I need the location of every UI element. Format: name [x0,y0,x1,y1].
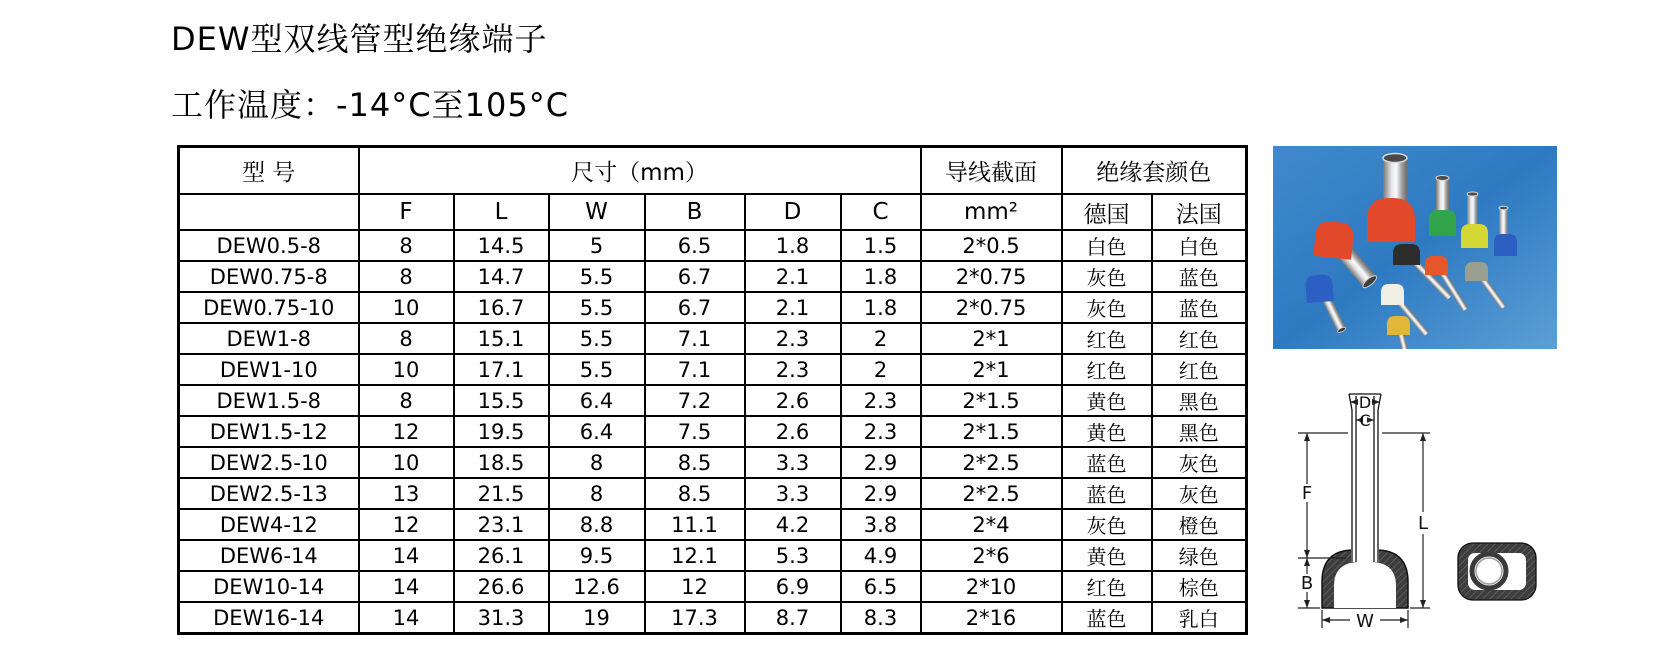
table-row [179,540,1247,571]
b-cell: 6.7 [645,261,745,292]
mm2-cell: 2*0.5 [921,230,1062,261]
d-cell: 8.7 [745,602,841,634]
germany-cell: 黄色 [1062,385,1152,416]
b-cell: 6.5 [645,230,745,261]
germany-cell: 红色 [1062,323,1152,354]
b-cell: 7.1 [645,323,745,354]
l-cell: 16.7 [454,292,549,323]
germany-cell: 黄色 [1062,416,1152,447]
model-cell: DEW10-14 [179,571,359,602]
w-cell: 8.8 [549,509,645,540]
germany-cell: 蓝色 [1062,478,1152,509]
d-cell: 2.1 [745,292,841,323]
c-cell: 1.8 [841,261,921,292]
subheader-germany: 德国 [1062,194,1152,230]
d-cell: 3.3 [745,447,841,478]
b-cell: 8.5 [645,478,745,509]
model-cell: DEW1.5-8 [179,385,359,416]
d-cell: 2.1 [745,261,841,292]
b-cell: 6.7 [645,292,745,323]
mm2-cell: 2*10 [921,571,1062,602]
w-cell: 5 [549,230,645,261]
subheader-france: 法国 [1152,194,1247,230]
table-row [179,292,1247,323]
f-cell: 14 [359,571,454,602]
c-cell: 2 [841,354,921,385]
france-cell: 乳白 [1152,602,1247,634]
c-cell: 2.9 [841,478,921,509]
product-photo [1273,146,1557,349]
table-row [179,478,1247,509]
france-cell: 灰色 [1152,447,1247,478]
d-cell: 1.8 [745,230,841,261]
f-cell: 14 [359,540,454,571]
mm2-cell: 2*4 [921,509,1062,540]
d-cell: 6.9 [745,571,841,602]
d-cell: 2.6 [745,416,841,447]
c-cell: 6.5 [841,571,921,602]
model-cell: DEW16-14 [179,602,359,634]
w-cell: 6.4 [549,385,645,416]
france-cell: 黑色 [1152,385,1247,416]
w-cell: 9.5 [549,540,645,571]
france-cell: 白色 [1152,230,1247,261]
table-row [179,261,1247,292]
w-cell: 8 [549,478,645,509]
b-cell: 8.5 [645,447,745,478]
d-cell: 2.6 [745,385,841,416]
germany-cell: 灰色 [1062,509,1152,540]
page-title: DEW型双线管型绝缘端子 [171,20,548,58]
c-cell: 2.3 [841,385,921,416]
f-cell: 12 [359,509,454,540]
b-cell: 7.2 [645,385,745,416]
dim-label-l: L [1417,513,1429,534]
c-cell: 1.8 [841,292,921,323]
f-cell: 8 [359,385,454,416]
d-cell: 2.3 [745,323,841,354]
header-model: 型 号 [179,147,359,195]
mm2-cell: 2*1.5 [921,385,1062,416]
b-cell: 12.1 [645,540,745,571]
l-cell: 17.1 [454,354,549,385]
germany-cell: 红色 [1062,571,1152,602]
table-row [179,571,1247,602]
wire-hole-icon [1472,554,1506,588]
france-cell: 红色 [1152,323,1247,354]
model-cell: DEW1.5-12 [179,416,359,447]
cross-section-view [1458,543,1536,600]
dim-label-f: F [1301,483,1313,504]
header-dimensions: 尺寸（mm） [359,147,921,195]
w-cell: 5.5 [549,323,645,354]
model-cell: DEW0.5-8 [179,230,359,261]
germany-cell: 灰色 [1062,261,1152,292]
subheader-d: D [745,194,841,230]
f-cell: 10 [359,447,454,478]
mm2-cell: 2*2.5 [921,478,1062,509]
dimension-diagram [1290,388,1570,640]
w-cell: 5.5 [549,261,645,292]
l-cell: 31.3 [454,602,549,634]
table-row [179,323,1247,354]
f-cell: 10 [359,292,454,323]
w-cell: 12.6 [549,571,645,602]
dim-label-b: B [1300,573,1314,594]
l-cell: 19.5 [454,416,549,447]
mm2-cell: 2*6 [921,540,1062,571]
france-cell: 橙色 [1152,509,1247,540]
table-row [179,354,1247,385]
w-cell: 8 [549,447,645,478]
c-cell: 8.3 [841,602,921,634]
subheader-l: L [454,194,549,230]
subheader-b: B [645,194,745,230]
germany-cell: 红色 [1062,354,1152,385]
table-row [179,385,1247,416]
w-cell: 19 [549,602,645,634]
d-cell: 4.2 [745,509,841,540]
spec-table [177,145,1248,635]
dim-label-w: W [1356,611,1374,632]
subheader-model-empty [179,194,359,230]
table-sub-header-row [179,194,1247,230]
l-cell: 15.1 [454,323,549,354]
c-cell: 2.3 [841,416,921,447]
f-cell: 8 [359,230,454,261]
dim-label-d: D [1358,393,1372,412]
mm2-cell: 2*1 [921,354,1062,385]
table-row [179,416,1247,447]
c-cell: 2 [841,323,921,354]
spec-table-body [179,230,1247,634]
w-cell: 5.5 [549,354,645,385]
mm2-cell: 2*1 [921,323,1062,354]
b-cell: 12 [645,571,745,602]
table-row [179,602,1247,634]
c-cell: 4.9 [841,540,921,571]
mm2-cell: 2*0.75 [921,292,1062,323]
f-cell: 10 [359,354,454,385]
model-cell: DEW0.75-10 [179,292,359,323]
l-cell: 26.6 [454,571,549,602]
f-cell: 8 [359,261,454,292]
d-cell: 3.3 [745,478,841,509]
mm2-cell: 2*16 [921,602,1062,634]
product-photo-image [1273,146,1557,349]
c-cell: 2.9 [841,447,921,478]
c-cell: 1.5 [841,230,921,261]
model-cell: DEW0.75-8 [179,261,359,292]
model-cell: DEW1-8 [179,323,359,354]
l-cell: 18.5 [454,447,549,478]
subheader-f: F [359,194,454,230]
france-cell: 蓝色 [1152,292,1247,323]
germany-cell: 灰色 [1062,292,1152,323]
f-cell: 13 [359,478,454,509]
table-row [179,509,1247,540]
germany-cell: 白色 [1062,230,1152,261]
table-row [179,447,1247,478]
model-cell: DEW4-12 [179,509,359,540]
f-cell: 8 [359,323,454,354]
france-cell: 灰色 [1152,478,1247,509]
subheader-c: C [841,194,921,230]
mm2-cell: 2*2.5 [921,447,1062,478]
f-cell: 14 [359,602,454,634]
c-cell: 3.8 [841,509,921,540]
france-cell: 黑色 [1152,416,1247,447]
w-cell: 5.5 [549,292,645,323]
germany-cell: 蓝色 [1062,602,1152,634]
b-cell: 11.1 [645,509,745,540]
model-cell: DEW1-10 [179,354,359,385]
l-cell: 14.5 [454,230,549,261]
model-cell: DEW2.5-13 [179,478,359,509]
mm2-cell: 2*1.5 [921,416,1062,447]
germany-cell: 蓝色 [1062,447,1152,478]
subheader-mm2: mm² [921,194,1062,230]
france-cell: 棕色 [1152,571,1247,602]
dimension-diagram-image [1290,388,1570,640]
w-cell: 6.4 [549,416,645,447]
b-cell: 7.5 [645,416,745,447]
subheader-w: W [549,194,645,230]
model-cell: DEW2.5-10 [179,447,359,478]
l-cell: 15.5 [454,385,549,416]
f-cell: 12 [359,416,454,447]
d-cell: 2.3 [745,354,841,385]
l-cell: 14.7 [454,261,549,292]
table-group-header-row [179,147,1247,195]
france-cell: 红色 [1152,354,1247,385]
germany-cell: 黄色 [1062,540,1152,571]
b-cell: 7.1 [645,354,745,385]
working-temperature-note: 工作温度：-14°C至105°C [171,86,570,124]
b-cell: 17.3 [645,602,745,634]
l-cell: 23.1 [454,509,549,540]
l-cell: 21.5 [454,478,549,509]
dim-label-c: C [1359,411,1371,430]
mm2-cell: 2*0.75 [921,261,1062,292]
header-wire-section: 导线截面 [921,147,1062,195]
france-cell: 蓝色 [1152,261,1247,292]
header-sleeve-color: 绝缘套颜色 [1062,147,1247,195]
model-cell: DEW6-14 [179,540,359,571]
d-cell: 5.3 [745,540,841,571]
table-row [179,230,1247,261]
france-cell: 绿色 [1152,540,1247,571]
l-cell: 26.1 [454,540,549,571]
